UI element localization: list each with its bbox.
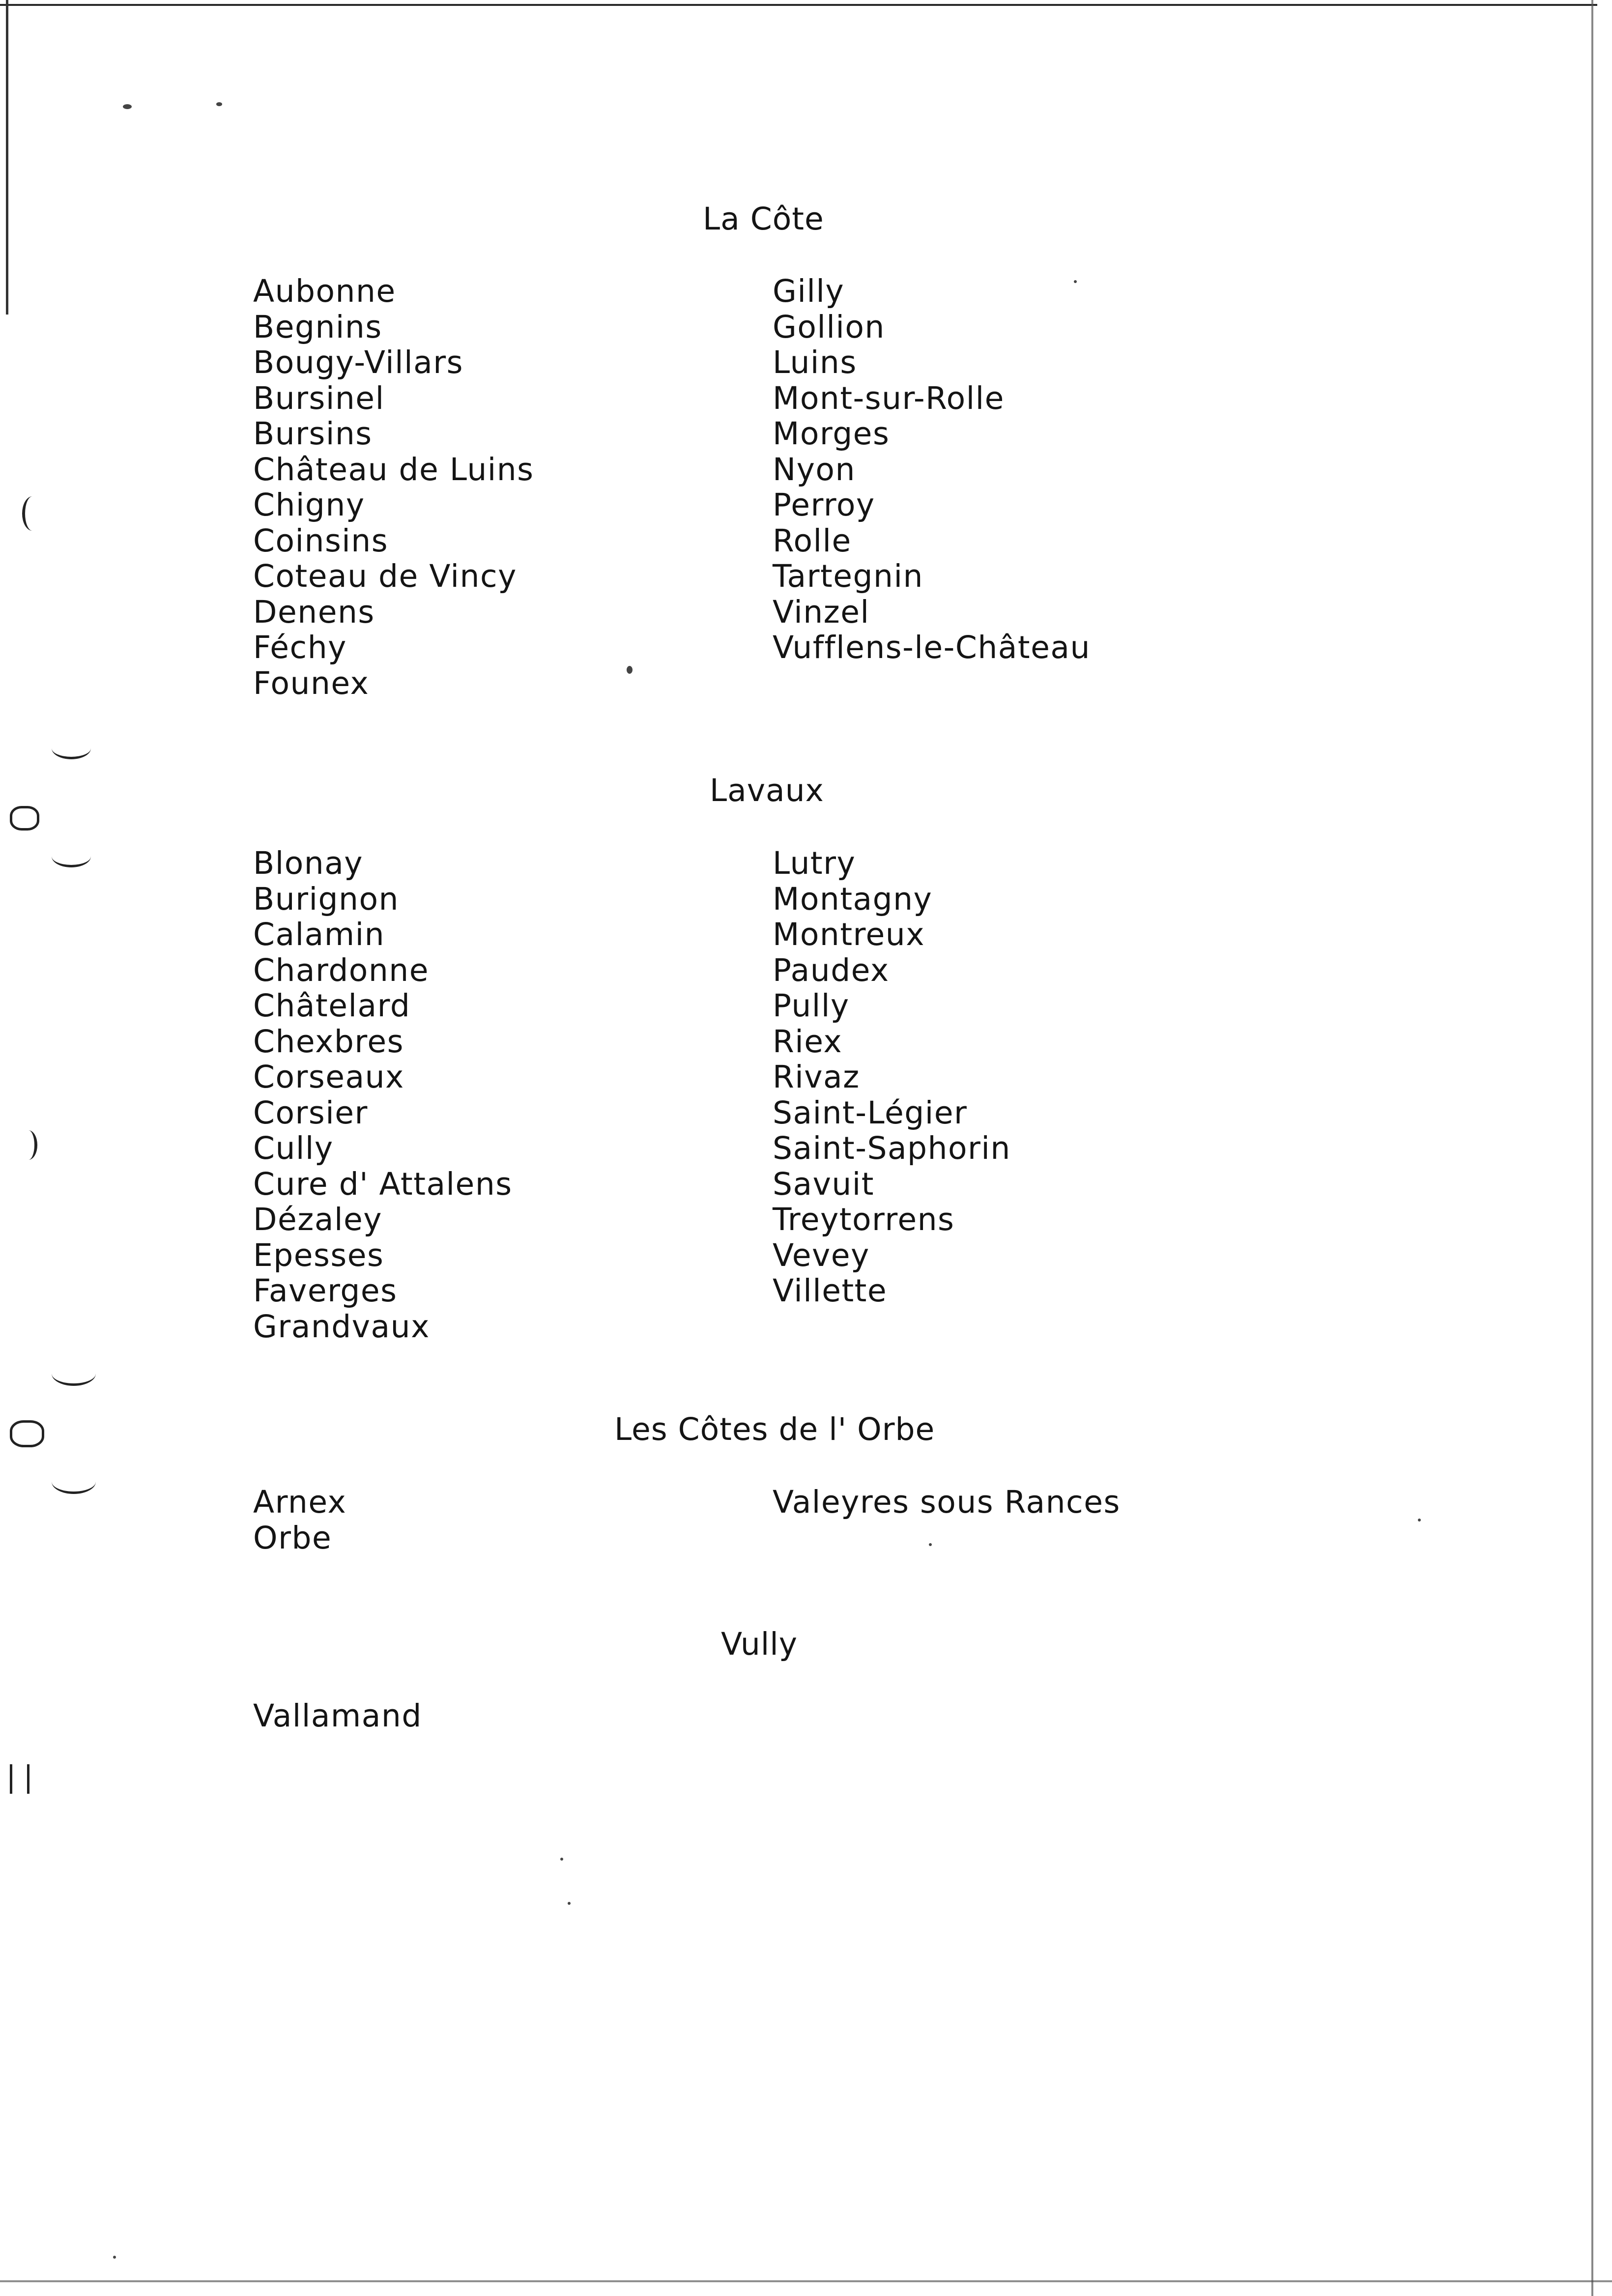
list-item: Perroy [773, 487, 875, 523]
scan-mark [52, 1469, 96, 1494]
section-heading-la-cote: La Côte [703, 201, 824, 237]
list-item: Coinsins [253, 522, 389, 559]
list-item: Riex [773, 1023, 843, 1060]
list-item: Chexbres [253, 1023, 404, 1060]
scan-speck [1418, 1519, 1421, 1521]
list-item: Vallamand [253, 1698, 422, 1734]
scan-border-right [1591, 0, 1593, 2296]
list-item: Pully [773, 988, 850, 1024]
list-item: Saint-Légier [773, 1094, 968, 1131]
scan-speck [1074, 280, 1077, 283]
list-item: Burignon [253, 881, 399, 917]
list-item: Bursins [253, 416, 373, 452]
section-heading-lavaux: Lavaux [710, 773, 824, 808]
list-item: Villette [773, 1273, 888, 1309]
scan-speck [560, 1858, 563, 1861]
orbe-right-column [773, 1485, 1121, 1521]
list-item: Rivaz [773, 1059, 860, 1095]
list-item: Chardonne [253, 952, 429, 988]
lavaux-left-column [253, 846, 513, 1345]
list-item: Orbe [253, 1520, 332, 1556]
scan-mark [10, 806, 39, 831]
list-item: Mont-sur-Rolle [773, 380, 1005, 416]
scan-border-left [6, 0, 8, 315]
scan-speck [113, 2256, 116, 2259]
list-item: Vufflens-le-Château [773, 630, 1091, 665]
scan-speck [929, 1543, 932, 1546]
list-item: Bougy-Villars [253, 344, 463, 380]
la-cote-right-column [773, 274, 1091, 666]
section-heading-les-cotes-de-l-orbe: Les Côtes de l' Orbe [614, 1411, 935, 1447]
la-cote-left-column [253, 274, 534, 701]
list-item: Luins [773, 344, 857, 380]
list-item: Blonay [253, 845, 364, 881]
list-item: Lutry [773, 845, 856, 881]
list-item: Bursinel [253, 380, 385, 416]
scan-speck [627, 666, 633, 674]
list-item: Valeyres sous Rances [773, 1484, 1121, 1520]
list-item: Château de Luins [253, 451, 534, 488]
list-item: Cure d' Attalens [253, 1166, 513, 1202]
list-item: Coteau de Vincy [253, 558, 517, 594]
list-item: Gollion [773, 309, 885, 345]
list-item: Saint-Saphorin [773, 1130, 1011, 1166]
list-item: Montagny [773, 881, 933, 917]
list-item: Morges [773, 416, 890, 452]
list-item: Vevey [773, 1237, 870, 1273]
list-item: Calamin [253, 917, 385, 952]
scan-speck [216, 102, 222, 106]
list-item: Montreux [773, 917, 925, 952]
lavaux-right-column [773, 846, 1011, 1309]
scan-mark [10, 1764, 29, 1794]
scan-mark [52, 845, 91, 867]
list-item: Cully [253, 1130, 334, 1166]
list-item: Vinzel [773, 594, 870, 630]
scan-mark [10, 1420, 44, 1447]
section-heading-vully: Vully [721, 1626, 798, 1662]
list-item: Arnex [253, 1484, 347, 1520]
list-item: Grandvaux [253, 1308, 430, 1345]
scan-mark [20, 1130, 37, 1160]
list-item: Begnins [253, 309, 382, 345]
list-item: Féchy [253, 630, 347, 665]
list-item: Denens [253, 594, 375, 630]
list-item: Corsier [253, 1094, 368, 1131]
scan-mark [22, 496, 43, 531]
scan-mark [52, 737, 91, 759]
list-item: Gilly [773, 273, 845, 309]
list-item: Nyon [773, 451, 856, 488]
list-item: Dézaley [253, 1202, 382, 1237]
vully-left-column [253, 1698, 422, 1734]
list-item: Aubonne [253, 273, 396, 309]
scan-border-top [0, 4, 1597, 6]
list-item: Epesses [253, 1237, 384, 1273]
scan-speck [568, 1902, 571, 1905]
list-item: Rolle [773, 522, 852, 559]
list-item: Founex [253, 665, 370, 701]
scan-speck [123, 104, 132, 109]
list-item: Corseaux [253, 1059, 404, 1095]
list-item: Treytorrens [773, 1202, 955, 1237]
orbe-left-column [253, 1485, 346, 1556]
list-item: Tartegnin [773, 558, 923, 594]
list-item: Paudex [773, 952, 890, 988]
list-item: Chigny [253, 487, 365, 523]
list-item: Faverges [253, 1273, 398, 1309]
scan-mark [52, 1361, 96, 1386]
list-item: Châtelard [253, 988, 411, 1024]
scan-border-bottom [0, 2280, 1612, 2282]
list-item: Savuit [773, 1166, 875, 1202]
